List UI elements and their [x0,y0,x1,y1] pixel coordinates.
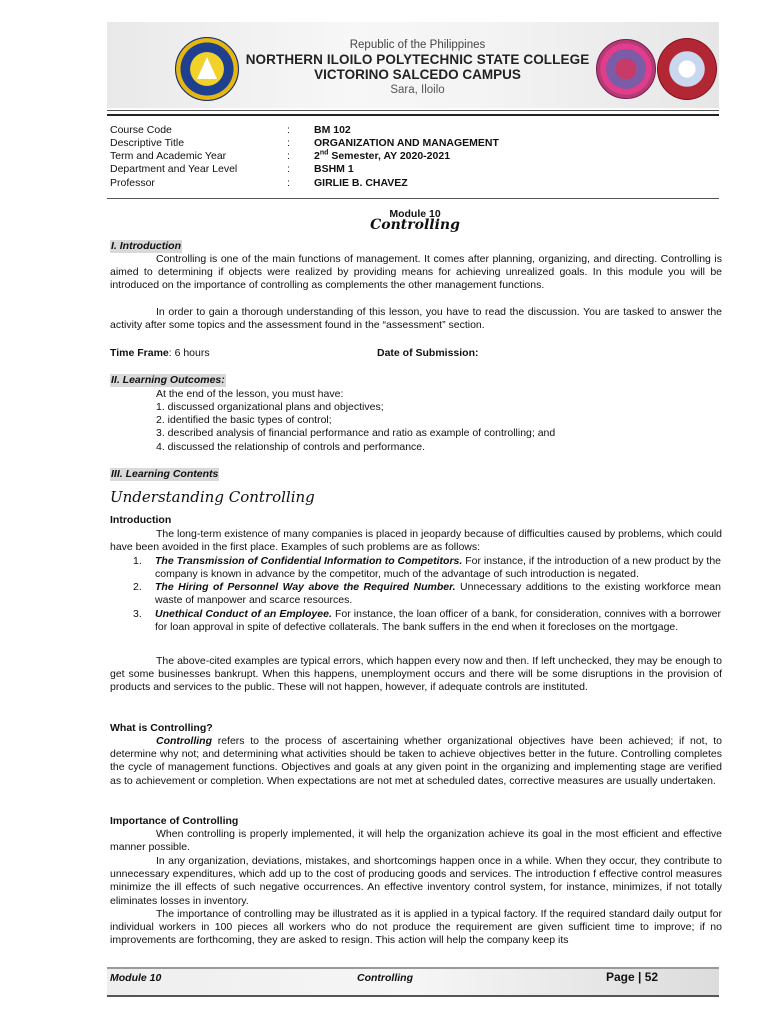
colon: : [287,150,290,162]
term-row [110,150,710,163]
problem-number: 1. [133,555,142,567]
module-title: Controlling [370,217,460,233]
footer-page-number: Page | 52 [606,970,659,984]
footer-title: Controlling [357,972,413,984]
intro-paragraph-1 [110,253,722,293]
what-is-controlling-paragraph [110,735,722,788]
professor-row [110,177,710,190]
college-name: NORTHERN ILOILO POLYTECHNIC STATE COLLEGE [245,52,590,67]
dept-label: Department and Year Level [110,163,238,175]
problem-title: The Hiring of Personnel Way above the Required Number. [155,581,456,593]
problem-text: Unnecessary additions to the existing workforce mean waste of manpower and scarce resources. [155,581,721,607]
dept-value: BSHM 1 [314,163,354,175]
republic-line: Republic of the Philippines [349,39,486,51]
importance-p1-text: When controlling is properly implemented, it will help the organization achieve its goal in the most efficient and effective manner possible. [110,828,722,854]
intro-paragraph-2 [110,306,722,332]
term-value [314,150,450,163]
module-number: Module 10 [389,208,441,220]
outcomes-heading: II. Learning Outcomes: [111,374,225,386]
problem-title: The Transmission of Confidential Information to Competitors. [155,555,463,567]
problem-number: 3. [133,608,142,620]
outcome-item: 4. discussed the relationship of controls and performance. [156,441,426,453]
importance-p3-text: The importance of controlling may be illustrated as it is applied in a typical factory. If the required standard daily output for individual workers in 100 pieces all workers who do not produce the requirement are given sufficient time to improve; if no improvements are forthcoming, they are asked to resign. This action will help the company keep its [110,908,722,947]
what-is-controlling-heading: What is Controlling? [110,722,213,734]
term-ordinal: 2 [314,150,320,162]
term-rest: Semester, AY 2020-2021 [328,150,451,162]
introduction-subheading: Introduction [110,514,172,526]
submission-line [377,347,677,360]
header-rule-thin [107,110,719,111]
outcome-item: 3. described analysis of financial performance and ratio as example of controlling; and [156,427,556,439]
above-paragraph [110,655,722,695]
importance-paragraph-3 [110,908,722,948]
contents-heading: III. Learning Contents [111,468,219,480]
footer-rule-bottom [107,995,719,997]
colon: : [287,177,290,189]
above-paragraph-text: The above-cited examples are typical errors, which happen every now and then. If left unchecked, they may be enough to get some businesses bankrupt. When this happens, unemployment occurs and there will be some disruptions in the provision of products and services to the public. These will not happen, however, if adequate controls are instituted. [110,655,722,694]
term-label: Term and Academic Year [110,150,227,162]
controlling-term: Controlling [156,735,212,747]
course-code-label: Course Code [110,124,172,136]
footer-module: Module 10 [110,972,162,984]
time-frame-label: Time Frame [110,347,169,359]
intro-p1-text: Controlling is one of the main functions of management. It comes after planning, organizing, and directing. Controlling is aimed to determining if objects were realized by providing means for achieving unrealized goals. In this module you will be introduced on the importance of controlling as complements the other management functions. [110,253,722,292]
professor-value: GIRLIE B. CHAVEZ [314,177,408,189]
introduction-heading: I. Introduction [111,240,181,252]
contents-intro-text: The long-term existence of many companies is placed in jeopardy because of difficulties caused by problems, which could have been avoided in the first place. Examples of such problems are as follows: [110,528,722,554]
colon: : [287,137,290,149]
submission-label: Date of Submission: [377,347,479,359]
title-value: ORGANIZATION AND MANAGEMENT [314,137,499,149]
problem-text: For instance, if the introduction of a new product by the company is known in advance by the competitor, much of the advantage of such introduction is negated. [155,555,722,581]
dept-row [110,163,710,176]
title-label: Descriptive Title [110,137,185,149]
outcome-item: 2. identified the basic types of control; [156,414,332,426]
time-frame-value: : 6 hours [168,347,210,359]
problem-number: 2. [133,581,142,593]
colon: : [287,124,290,136]
colon: : [287,163,290,175]
importance-p2-text: In any organization, deviations, mistakes, and shortcomings happen once in a while. When they occur, they contribute to unnecessary expenditures, which add up to the cost of producing goods and services. The introduction f effective control measures minimize the ill effects of such negative occurrences. An effective inventory control system, for instance, minimizes, if not totally eliminates losses in inventory. [110,855,722,907]
campus-name: VICTORINO SALCEDO CAMPUS [314,67,521,82]
info-rule [107,198,719,199]
campus-location: Sara, Iloilo [390,84,445,96]
contents-intro-paragraph [110,528,722,554]
professor-label: Professor [110,177,155,189]
course-code-row [110,124,710,137]
problem-title: Unethical Conduct of an Employee. [155,608,332,620]
importance-paragraph-1 [110,828,722,854]
outcome-item: 1. discussed organizational plans and objectives; [156,401,384,413]
term-ordinal-suffix: nd [319,149,329,157]
outcomes-lead: At the end of the lesson, you must have: [156,388,344,400]
importance-heading: Importance of Controlling [110,815,239,827]
header-rule-thick [107,114,719,116]
problem-text: For instance, the loan officer of a bank, for consideration, connives with a borrower for loan approval in spite of defective collaterals. The bank suffers in the end when it forecloses on the mortgage. [155,608,721,634]
importance-paragraph-2 [110,855,722,908]
title-row [110,137,710,150]
what-paragraph-text: refers to the process of ascertaining whether organizational objectives have been achieved; if not, to determine why not; and determining what activities should be taken to achieve objectives better in the future. Controlling completes the cycle of management functions. Objectives and goals at any given point in the organizing and implementing stage are verified as to achievement or completion. When expectations are not met at scheduled dates, corrective measures are usually undertaken. [110,735,722,787]
section-title-script: Understanding Controlling [110,488,315,506]
course-code-value: BM 102 [314,124,351,136]
intro-p2-text: In order to gain a thorough understanding of this lesson, you have to read the discussion. You are tasked to answer the activity after some topics and the assessment found in the “assessment” section. [110,306,722,332]
